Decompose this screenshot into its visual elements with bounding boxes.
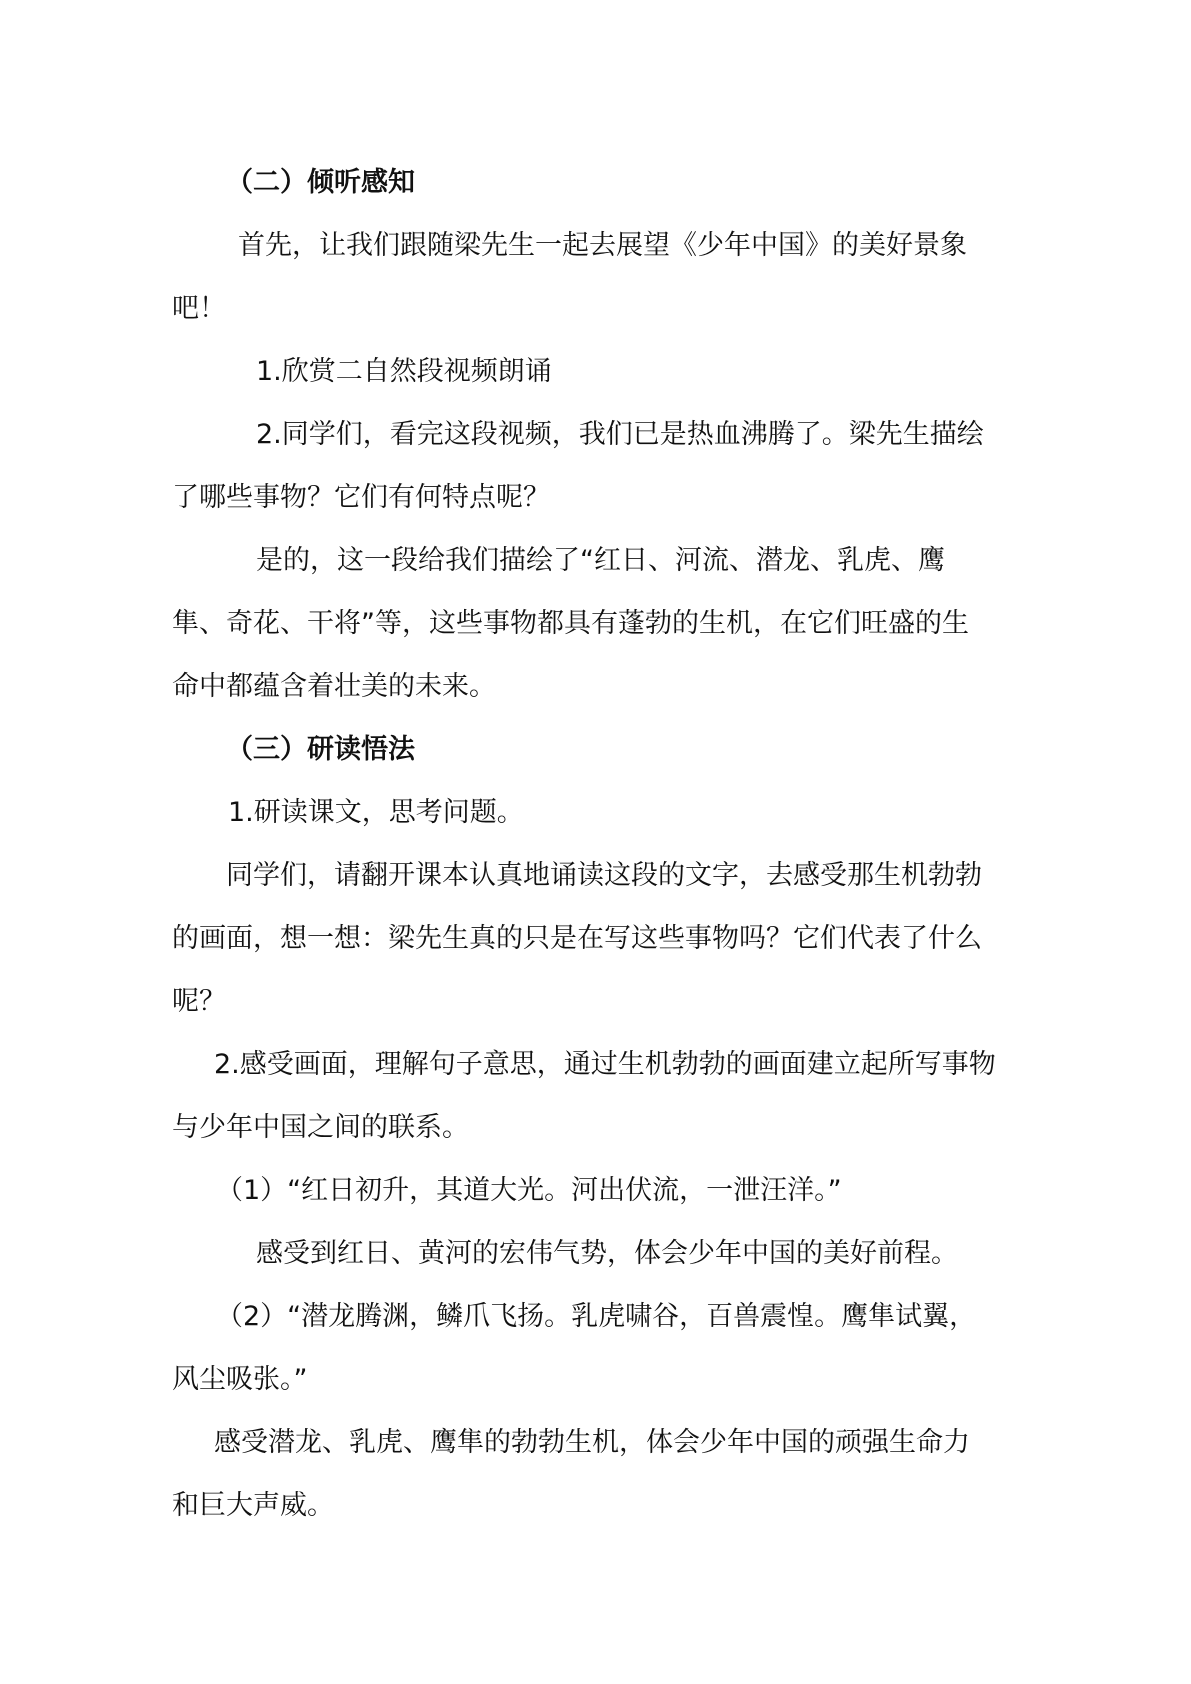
paragraph-line: 了哪些事物？它们有何特点呢？ bbox=[172, 482, 550, 513]
paragraph-line: 2.感受画面，理解句子意思，通过生机勃勃的画面建立起所写事物 bbox=[214, 1049, 996, 1080]
paragraph-line: 隼、奇花、干将”等，这些事物都具有蓬勃的生机，在它们旺盛的生 bbox=[172, 608, 969, 639]
paragraph-line: 风尘吸张。” bbox=[172, 1364, 308, 1395]
section-heading-listen: （二）倾听感知 bbox=[226, 167, 415, 198]
quote-line: （2）“潜龙腾渊，鳞爪飞扬。乳虎啸谷，百兽震惶。鹰隼试翼， bbox=[216, 1301, 977, 1332]
paragraph-line: 呢？ bbox=[172, 986, 226, 1017]
paragraph-line: 感受潜龙、乳虎、鹰隼的勃勃生机，体会少年中国的顽强生命力 bbox=[214, 1427, 970, 1458]
paragraph-line: 命中都蕴含着壮美的未来。 bbox=[172, 671, 496, 702]
paragraph-line: 同学们，请翻开课本认真地诵读这段的文字，去感受那生机勃勃 bbox=[226, 860, 982, 891]
paragraph-line: 是的，这一段给我们描绘了“红日、河流、潜龙、乳虎、鹰 bbox=[256, 545, 945, 576]
quote-line: （1）“红日初升，其道大光。河出伏流，一泄汪洋。” bbox=[216, 1175, 842, 1206]
document-body bbox=[172, 151, 1032, 1537]
section-heading-study: （三）研读悟法 bbox=[226, 734, 415, 765]
paragraph-line: 的画面，想一想：梁先生真的只是在写这些事物吗？它们代表了什么 bbox=[172, 923, 982, 954]
paragraph-line: 和巨大声威。 bbox=[172, 1490, 334, 1521]
paragraph-line: 吧！ bbox=[172, 293, 226, 324]
paragraph-line: 与少年中国之间的联系。 bbox=[172, 1112, 469, 1143]
paragraph-line: 1.研读课文，思考问题。 bbox=[228, 797, 524, 828]
paragraph-line: 1.欣赏二自然段视频朗诵 bbox=[256, 356, 552, 387]
paragraph-line: 首先，让我们跟随梁先生一起去展望《少年中国》的美好景象 bbox=[238, 230, 967, 261]
paragraph-line: 2.同学们，看完这段视频，我们已是热血沸腾了。梁先生描绘 bbox=[256, 419, 984, 450]
paragraph-line: 感受到红日、黄河的宏伟气势，体会少年中国的美好前程。 bbox=[256, 1238, 958, 1269]
